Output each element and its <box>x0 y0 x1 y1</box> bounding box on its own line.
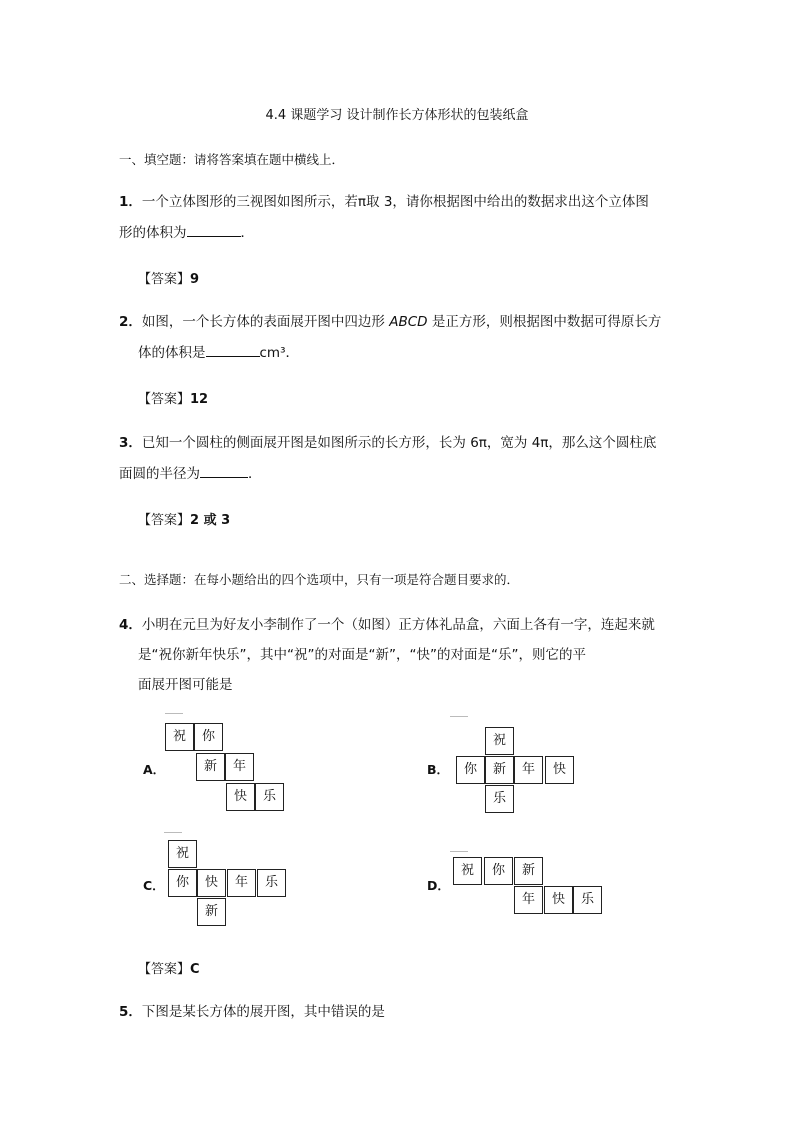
answer-value: 12 <box>190 392 209 407</box>
option-d-label[interactable]: D． <box>427 878 450 893</box>
net-d-cell-kuai: 快 <box>544 886 573 914</box>
question-2-line-2 <box>138 342 299 363</box>
net-d-cell-nian: 年 <box>514 886 543 914</box>
figure-mark <box>450 851 468 852</box>
question-number: 4． <box>119 617 142 633</box>
net-d-cell-zhu: 祝 <box>453 857 482 885</box>
question-text: 如图，一个长方体的表面展开图中四边形 <box>141 314 390 330</box>
question-4-line-3: 面展开图可能是 <box>138 677 233 693</box>
answer-label: 【答案】 <box>138 272 191 287</box>
net-b-cell-le: 乐 <box>485 785 514 813</box>
question-text: ． <box>240 225 254 241</box>
net-a-cell-xin: 新 <box>196 753 225 781</box>
question-number: 3． <box>119 435 142 451</box>
net-c-cell-zhu: 祝 <box>168 840 197 868</box>
page-title: 4.4 课题学习 设计制作长方体形状的包装纸盒 <box>265 108 529 123</box>
answer-label: 【答案】 <box>138 513 191 528</box>
net-b-cell-kuai: 快 <box>545 756 574 784</box>
answer-label: 【答案】 <box>138 392 191 407</box>
question-4-answer <box>138 958 200 977</box>
section-1-heading: 一、填空题：请将答案填在题中横线上． <box>119 152 345 167</box>
net-a-cell-ni: 你 <box>194 723 223 751</box>
option-a-label[interactable]: A． <box>143 762 166 777</box>
figure-mark <box>450 716 468 717</box>
question-number: 2． <box>119 314 142 330</box>
question-text: 面圆的半径为 <box>119 466 200 482</box>
question-text: 下图是某长方体的展开图，其中错误的是 <box>141 1004 385 1020</box>
net-a-cell-kuai: 快 <box>226 783 255 811</box>
question-1-line-2 <box>119 222 254 243</box>
net-b-cell-xin: 新 <box>485 756 514 784</box>
net-b-cell-nian: 年 <box>514 756 543 784</box>
variable-abcd: ABCD <box>389 314 428 330</box>
question-text: 体的体积是 <box>138 345 206 361</box>
net-c-cell-ni: 你 <box>168 869 197 897</box>
question-3-line-2 <box>119 463 262 484</box>
answer-blank <box>187 222 241 237</box>
answer-blank <box>200 463 248 478</box>
question-4-line-2: 是“祝你新年快乐”，其中“祝”的对面是“新”，“快”的对面是“乐”，则它的平 <box>138 647 586 663</box>
question-number: 1． <box>119 194 142 210</box>
question-text: 是正方形，则根据图中数据可得原长方 <box>427 314 662 330</box>
answer-value: 2 或 3 <box>190 513 231 528</box>
question-2-line-1 <box>119 312 661 332</box>
option-c-label[interactable]: C． <box>143 878 165 893</box>
question-4-line-1 <box>119 615 655 635</box>
question-text: 已知一个圆柱的侧面展开图是如图所示的长方形，长为 6π，宽为 4π，那么这个圆柱底 <box>141 435 657 451</box>
question-number: 5． <box>119 1004 142 1020</box>
question-2-answer <box>138 388 208 407</box>
net-d-cell-ni: 你 <box>484 857 513 885</box>
question-text: ． <box>248 466 262 482</box>
net-c-cell-le: 乐 <box>257 869 286 897</box>
figure-mark <box>165 713 183 714</box>
net-a-cell-nian: 年 <box>225 753 254 781</box>
question-text: cm³． <box>259 345 299 361</box>
net-d-cell-xin: 新 <box>514 857 543 885</box>
question-text: 小明在元旦为好友小李制作了一个（如图）正方体礼品盒，六面上各有一字，连起来就 <box>141 617 655 633</box>
section-2-heading: 二、选择题：在每小题给出的四个选项中，只有一项是符合题目要求的． <box>119 572 520 587</box>
net-b-cell-zhu: 祝 <box>485 727 514 755</box>
net-b-cell-ni: 你 <box>456 756 485 784</box>
answer-value: 9 <box>190 272 200 287</box>
net-d-cell-le: 乐 <box>573 886 602 914</box>
question-3-line-1 <box>119 433 656 453</box>
figure-mark <box>164 832 182 833</box>
question-1-answer <box>138 268 199 287</box>
question-3-answer <box>138 509 230 528</box>
net-c-cell-kuai: 快 <box>197 869 226 897</box>
answer-blank <box>206 342 260 357</box>
net-a-cell-zhu: 祝 <box>165 723 194 751</box>
question-text: 形的体积为 <box>119 225 187 241</box>
net-c-cell-nian: 年 <box>227 869 256 897</box>
answer-label: 【答案】 <box>138 962 191 977</box>
answer-value: C <box>190 962 200 977</box>
question-5-line-1 <box>119 1002 385 1022</box>
question-1-line-1 <box>119 192 649 212</box>
net-a-cell-le: 乐 <box>255 783 284 811</box>
option-b-label[interactable]: B． <box>427 762 450 777</box>
net-c-cell-xin: 新 <box>197 898 226 926</box>
question-text: 一个立体图形的三视图如图所示，若π取 3，请你根据图中给出的数据求出这个立体图 <box>141 194 649 210</box>
